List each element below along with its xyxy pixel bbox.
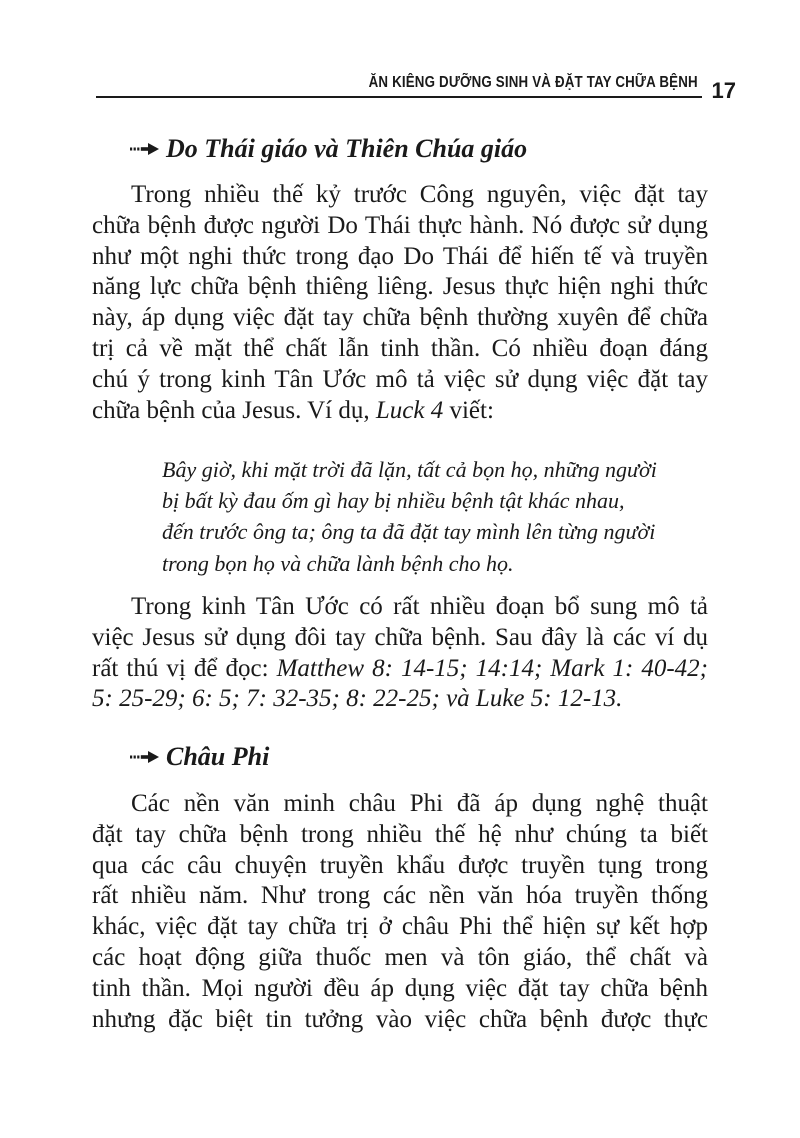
section-heading-judaism-christianity — [130, 134, 527, 164]
paragraph-line: trị cả về mặt thể chất lẫn tinh thần. Có nhiều đoạn đáng — [92, 334, 708, 362]
text-run: chữa bệnh của Jesus. Ví dụ, — [92, 396, 376, 424]
right-arrow-icon — [130, 142, 160, 156]
paragraph-line: năng lực chữa bệnh thiêng liêng. Jesus thực hiện nghi thức — [92, 273, 708, 301]
section-heading-africa — [130, 742, 269, 772]
paragraph-line: này, áp dụng việc đặt tay chữa bệnh thường xuyên để chữa — [92, 304, 708, 332]
scripture-reference: Luck 4 — [375, 396, 444, 424]
header-rule — [96, 96, 702, 98]
paragraph-line: các hoạt động giữa thuốc men và tôn giáo, thể chất và — [92, 943, 708, 971]
scripture-quote — [162, 454, 708, 579]
paragraph-line: như một nghi thức trong đạo Do Thái để hiến tế và truyền — [92, 242, 708, 270]
paragraph-line: khác, việc đặt tay chữa trị ở châu Phi thể hiện sự kết hợp — [92, 913, 708, 941]
section-heading-text: Do Thái giáo và Thiên Chúa giáo — [166, 134, 528, 163]
paragraph-line — [92, 396, 708, 427]
paragraph-line — [92, 684, 708, 715]
paragraph-line: Trong nhiều thế kỷ trước Công nguyên, việc đặt tay — [131, 181, 708, 208]
paragraph-line: qua các câu chuyện truyền khẩu được truyền tụng trong — [92, 851, 708, 879]
quote-line: bị bất kỳ đau ốm gì hay bị nhiều bệnh tật khác nhau, — [162, 488, 625, 514]
paragraph-line: tinh thần. Mọi người đều áp dụng việc đặt tay chữa bệnh — [92, 974, 708, 1002]
scripture-reference: 5: 25-29; 6: 5; 7: 32-35; 8: 22-25; và Luke 5: 12-13. — [92, 685, 623, 713]
running-header — [96, 68, 738, 102]
scripture-reference: Matthew 8: 14-15; 14:14; Mark 1: 40-42; — [276, 654, 708, 682]
section-heading-text: Châu Phi — [166, 742, 270, 771]
page-number: 17 — [711, 78, 736, 103]
text-run: viết: — [443, 396, 494, 424]
running-header-title: ĂN KIÊNG DƯỠNG SINH VÀ ĐẶT TAY CHỮA BỆNH — [368, 74, 698, 91]
paragraph-2 — [92, 592, 708, 715]
paragraph-line: việc Jesus sử dụng đôi tay chữa bệnh. Sau đây là các ví dụ — [92, 623, 708, 651]
paragraph-line: chú ý trong kinh Tân Ước mô tả việc sử dụng việc đặt tay — [92, 365, 708, 393]
paragraph-line: Các nền văn minh châu Phi đã áp dụng nghệ thuật — [131, 790, 708, 817]
quote-line: trong bọn họ và chữa lành bệnh cho họ. — [162, 550, 514, 576]
paragraph-line: nhưng đặc biệt tin tưởng vào việc chữa bệnh được thực — [92, 1005, 708, 1033]
paragraph-3 — [92, 789, 708, 1035]
quote-line: Bây giờ, khi mặt trời đã lặn, tất cả bọn họ, những người — [162, 457, 657, 482]
paragraph-line — [92, 654, 708, 685]
paragraph-line: rất nhiều năm. Như trong các nền văn hóa truyền thống — [92, 882, 708, 910]
paragraph-line: đặt tay chữa bệnh trong nhiều thế hệ như chúng ta biết — [92, 820, 708, 848]
paragraph-1 — [92, 180, 708, 426]
paragraph-line: Trong kinh Tân Ước có rất nhiều đoạn bổ sung mô tả — [131, 593, 708, 620]
text-run: rất thú vị để đọc: — [92, 654, 277, 682]
right-arrow-icon — [130, 750, 160, 764]
quote-line: đến trước ông ta; ông ta đã đặt tay mình lên từng người — [162, 519, 656, 545]
paragraph-line: chữa bệnh được người Do Thái thực hành. Nó được sử dụng — [92, 211, 708, 239]
